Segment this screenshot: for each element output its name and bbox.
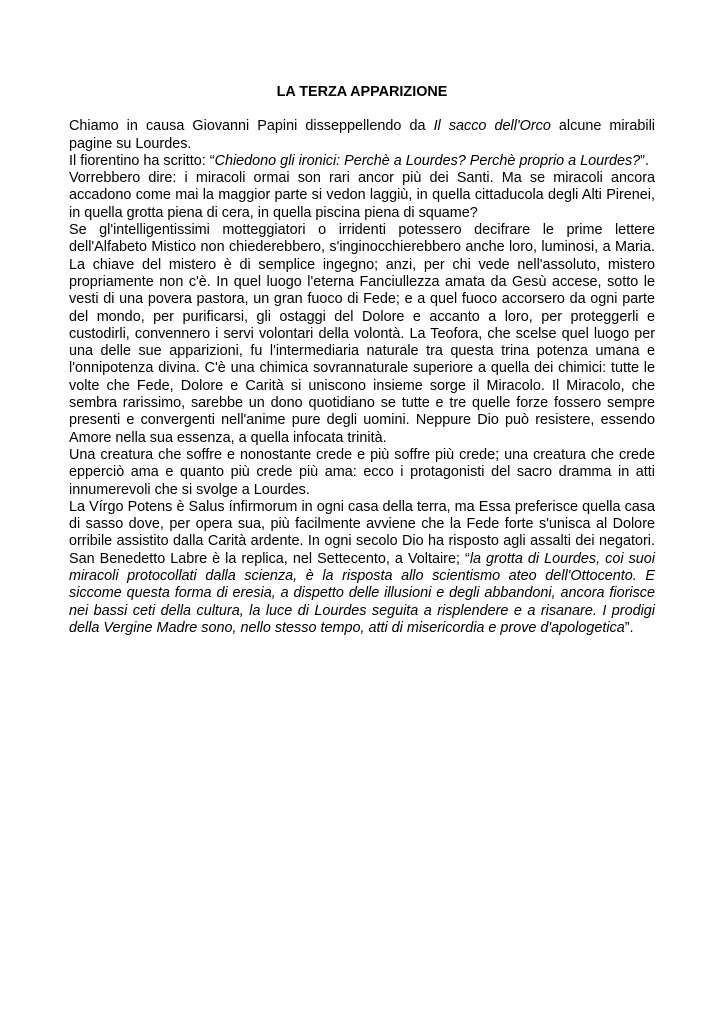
paragraph-2-text: Il fiorentino ha scritto: “ [69,152,215,169]
document-title: LA TERZA APPARIZIONE [276,84,448,100]
paragraph-6-tail: ”. [624,619,634,636]
paragraph-1 [69,118,655,153]
paragraph-2 [69,153,655,170]
quote-ironici: Chiedono gli ironici: Perchè a Lourdes? Perchè proprio a Lourdes? [214,152,641,169]
paragraph-1-tail: alcune mirabili pagine su Lourdes. [69,118,655,152]
paragraph-1-text: Chiamo in causa Giovanni Papini disseppellendo da [69,118,434,135]
book-title: Il sacco dell'Orco [433,118,551,135]
paragraph-3: Vorrebbero dire: i miracoli ormai son rari ancor più dei Santi. Ma se miracoli ancora accadono come mai la maggior parte si vedon laggiù, in quella cittaducola degli Alti Pirenei, in quella grotta piena di cera, in quella piscina piena di squame? [69,170,655,221]
paragraph-6 [69,499,655,637]
paragraph-2-tail: ”. [640,152,649,169]
paragraph-5: Una creatura che soffre e nonostante crede e più soffre più crede; una creatura che crede epperciò ama e quanto più crede più ama: ecco i protagonisti del sacro dramma in atti innumerevoli che si svolge a Lourdes. [69,446,655,498]
paragraph-6-text: La Vírgo Potens è Salus ínfirmorum in ogni casa della terra, ma Essa preferisce quella casa di sasso dove, per opera sua, più facilmente avviene che la Fede forte s'unisca al Dolore orribile assistito dalla Carità ardente. In ogni secolo Dio ha risposto agli assalti dei negatori. San Benedetto Labre è la replica, nel Settecento, a Voltaire; “ [69,498,655,567]
document-page [69,84,655,637]
paragraph-4: Se gl'intelligentissimi motteggiatori o irridenti potessero decifrare le prime lettere dell'Alfabeto Mistico non chiederebbero, s'inginocchierebbero anche loro, luminosi, a Maria. La chiave del mistero è di semplice ingegno; anzi, per chi vede nell'assoluto, mistero propriamente non c'è. In quel luogo l'eterna Fanciullezza amata da Gesù accese, sotto le vesti di una povera pastora, un gran fuoco di Fede; e a quel fuoco accorsero da ogni parte del mondo, per purificarsi, gli ostaggi del Dolore e accanto a loro, per proteggerli e custodirli, convennero i servi volontari della volontà. La Teofora, che scelse quel luogo per una delle sue apparizioni, fu l'intermediaria naturale tra questa trina potenza umana e l'onnipotenza divina. C'è una chimica sovrannaturale superiore a quella dei chimici: tutte le volte che Fede, Dolore e Carità si uniscono insieme sorge il Miracolo. Il Miracolo, che sembra rarissimo, sarebbe un dono quotidiano se tutte e tre quelle forze fossero sempre presenti e convergenti nell'anime pure degli uomini. Neppure Dio può resistere, essendo Amore nella sua essenza, a quella infocata trinità. [69,222,655,446]
quote-grotta: la grotta di Lourdes, coi suoi miracoli protocollati dalla scienza, è la risposta allo scientismo ateo dell'Ottocento. E siccome questa forma di eresia, a dispetto delle illusioni e degli abbandoni, ancora fiorisce nei bassi ceti della cultura, la luce di Lourdes seguita a risplendere e a risanare. I prodigi della Vergine Madre sono, nello stesso tempo, atti di misericordia e prove d'apologetica [69,550,655,636]
